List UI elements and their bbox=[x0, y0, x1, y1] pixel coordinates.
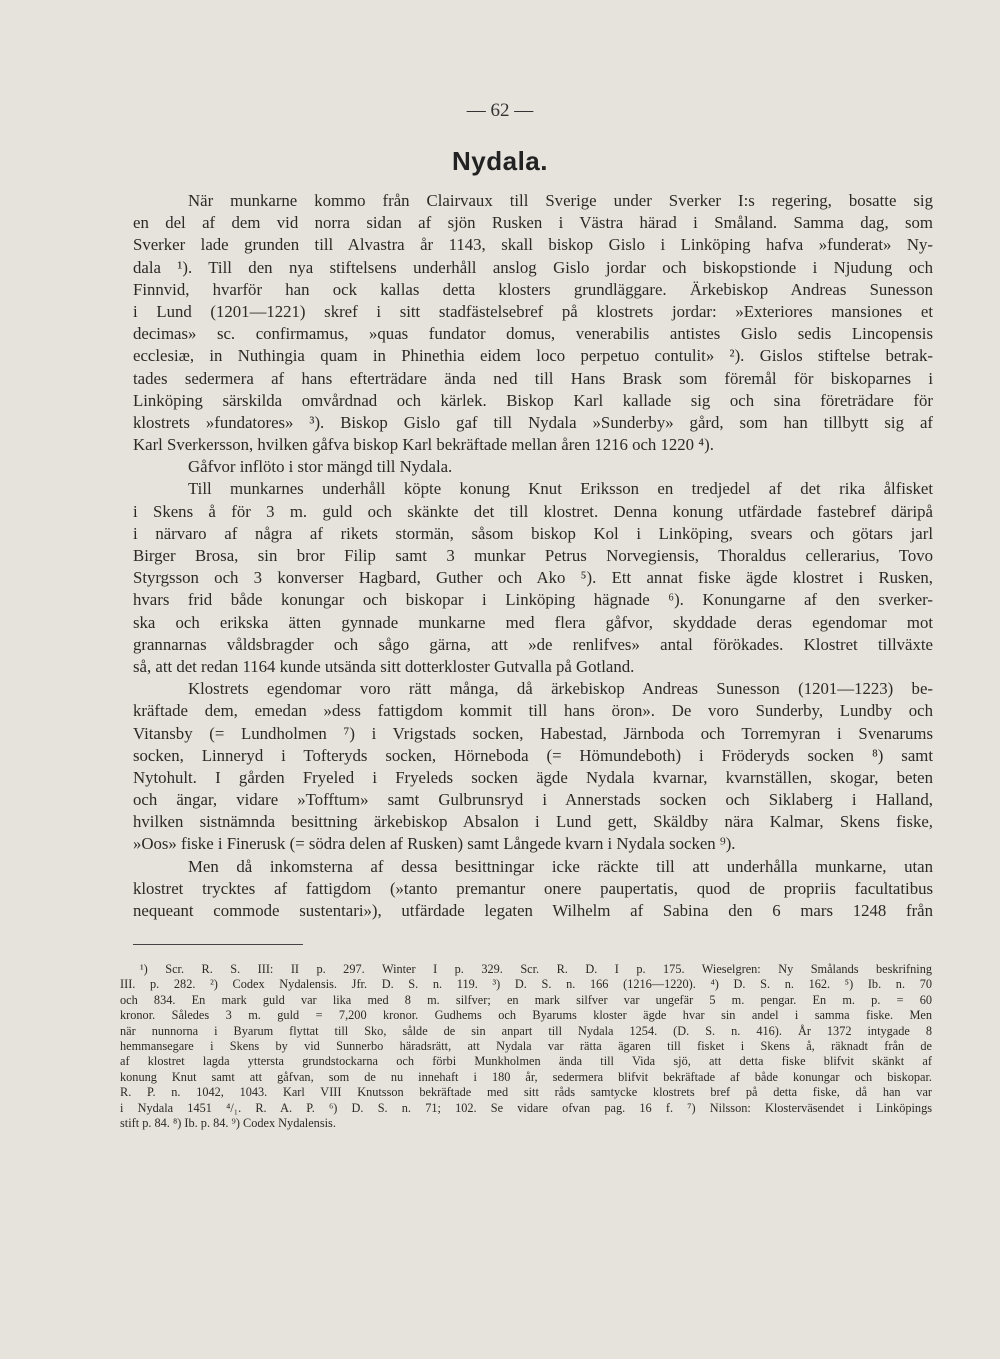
footnote-line: hemmansegare i Skens by vid Sunnerbo häradsrätt, att Nydala var rätta ägaren till fisket i Skens å, räknadt från de bbox=[120, 1038, 932, 1053]
body-line: klostrets »fundatores» ³). Biskop Gislo gaf till Nydala »Sunderby» gård, som han tillbytt sig af bbox=[133, 412, 933, 432]
body-line: decimas» sc. confirmamus, »quas fundator domus, venerabilis antistes Gislo sedis Lincopensis bbox=[133, 324, 933, 344]
body-line: socken, Linneryd i Tofteryds socken, Hörneboda (= Hömundeboth) i Fröderyds socken ⁸) samt bbox=[133, 745, 933, 765]
body-line: hvilken sistnämnda besittning ärkebiskop Absalon i Lund gett, Skäldby nära Kalmar, Skens fiske, bbox=[133, 812, 933, 832]
page-title: Nydala. bbox=[452, 146, 548, 176]
body-line: i Lund (1201—1221) skref i sitt stadfästelsebref på klostrets jordar: »Exteriores mansiones et bbox=[133, 301, 933, 321]
footnote-line: R. P. n. 1042, 1043. Karl VIII Knutsson bekräftade med sitt råds samtycke klostrets bref på detta fiske, då han var bbox=[120, 1085, 932, 1100]
body-line: hvars frid både konungar och biskopar i Linköping hägnade ⁶). Konungarne af den sverker- bbox=[133, 590, 933, 610]
footnotes bbox=[120, 962, 932, 1131]
body-line: så, att det redan 1164 kunde utsända sitt dotterkloster Gutvalla på Gotland. bbox=[133, 656, 635, 676]
body-line: Vitansby (= Lundholmen ⁷) i Vrigstads socken, Habestad, Järnboda och Torremyran i Svenarums bbox=[133, 723, 933, 743]
body-line: Linköping särskilda omvårdnad och kärlek. Biskop Karl kallade sig och sina företrädare för bbox=[133, 390, 933, 410]
footnote-line: af klostret lagda yttersta grundstockarna och förbi Munkholmen ända till Vida sjö, att detta fiske blifvit skänkt af bbox=[120, 1054, 932, 1069]
body-line: Till munkarnes underhåll köpte konung Knut Eriksson en tredjedel af det rika ålfisket bbox=[188, 479, 933, 499]
body-line: dala ¹). Till den nya stiftelsens underhåll anslog Gislo jordar och biskopstionde i Njudung och bbox=[133, 257, 933, 277]
body-line: en del af dem vid norra sidan af sjön Rusken i Västra härad i Småland. Samma dag, som bbox=[133, 213, 933, 233]
body-line: ecclesiæ, in Nuthingia quam in Phinethia eidem loco perpetuo contulit» ²). Gislos stiftelse betrak- bbox=[133, 346, 933, 366]
body-line: Birger Brosa, sin bror Filip samt 3 munkar Petrus Norvegiensis, Thoraldus cellerarius, Tovo bbox=[133, 546, 933, 565]
footnote-line: konung Knut samt att gåfvan, som de nu innehaft i 180 år, sedermera blifvit bekräftade af både konungar och biskopar. bbox=[120, 1069, 932, 1084]
body-line: Karl Sverkersson, hvilken gåfva biskop Karl bekräftade mellan åren 1216 och 1220 ⁴). bbox=[133, 435, 714, 455]
body-line: »Oos» fiske i Finerusk (= södra delen af Rusken) samt Långede kvarn i Nydala socken ⁹). bbox=[133, 834, 736, 854]
body-line: Styrgsson och 3 konverser Hagbard, Guther och Ako ⁵). Ett annat fiske ägde klostret i Rusken, bbox=[133, 568, 933, 588]
body-line: Nytohult. I gården Fryeled i Fryeleds socken ägde Nydala kvarnar, kvarnställen, skogar, beten bbox=[133, 767, 933, 787]
footnote-line: kronor. Således 3 m. guld = 7,200 kronor. Gudhems och Byarums kloster ägde hvar sin andel i samma fiske. Men bbox=[120, 1008, 932, 1023]
body-line: ska och erikska ätten gynnade munkarne med flera gåfvor, skyddade deras egendomar mot bbox=[133, 612, 933, 632]
footnote-line: ¹) Scr. R. S. III: II p. 297. Winter I p. 329. Scr. R. D. I p. 175. Wieselgren: Ny Smålands beskrifning bbox=[140, 962, 932, 976]
footnote-line: i Nydala 1451 ⁴/₁. R. A. P. ⁶) D. S. n. 71; 102. Se vidare ofvan pag. 16 f. ⁷) Nilsson: Klosterväsendet i Linköpings bbox=[120, 1100, 932, 1115]
footnote-divider bbox=[133, 944, 303, 945]
body-line: i Skens å för 3 m. guld och skänkte det till klostret. Denna konung utfärdade fastebref däripå bbox=[133, 501, 933, 521]
body-line: Sverker lade grunden till Alvastra år 1143, skall biskop Gislo i Linköping hafva »funderat» Ny- bbox=[133, 235, 933, 255]
footnote-line: när nunnorna i Byarum flyttat till Sko, sålde de sin anpart till Nydala 1254. (D. S. n. 416). År 1372 intygade 8 bbox=[120, 1023, 932, 1038]
body-line: grannarnas våldsbragder och sågo gärna, att »de renlifves» antal förökades. Klostret tillväxte bbox=[133, 634, 933, 654]
body-line: i närvaro af några af rikets stormän, såsom biskop Kol i Linköping, svears och götars jarl bbox=[133, 523, 933, 543]
footnote-line: III. p. 282. ²) Codex Nydalensis. Jfr. D. S. n. 119. ³) D. S. n. 166 (1216—1220). ⁴) D. S. n. 162. ⁵) Ib. n. 70 bbox=[120, 977, 932, 992]
footnote-line: och 834. En mark guld var lika med 8 m. silfver; en mark silfver var ungefär 5 m. pengar. En m. p. = 60 bbox=[120, 992, 932, 1007]
body-line: nequeant commode sustentari»), utfärdade legaten Wilhelm af Sabina den 6 mars 1248 från bbox=[133, 901, 933, 920]
body-line: tades sedermera af hans efterträdare ända ned till Hans Brask som föremål för biskoparnes i bbox=[133, 368, 933, 388]
page-number: — 62 — bbox=[466, 100, 534, 121]
footnote-line: stift p. 84. ⁸) Ib. p. 84. ⁹) Codex Nydalensis. bbox=[120, 1115, 336, 1130]
body-line: När munkarne kommo från Clairvaux till Sverige under Sverker I:s regering, bosatte sig bbox=[188, 191, 933, 210]
body-line: klostret trycktes af fattigdom (»tanto premantur onere paupertatis, quod de propriis facultatibus bbox=[133, 878, 933, 898]
body-line: Men då inkomsterna af dessa besittningar icke räckte till att underhålla munkarne, utan bbox=[188, 856, 933, 876]
body-line: Gåfvor inflöto i stor mängd till Nydala. bbox=[188, 457, 453, 477]
body-line: Klostrets egendomar voro rätt många, då ärkebiskop Andreas Sunesson (1201—1223) be- bbox=[188, 679, 933, 699]
body-line: kräftade dem, emedan »dess fattigdom kommit till hans öron». De voro Sunderby, Lundby och bbox=[133, 701, 933, 721]
body-line: och ängar, vidare »Tofftum» samt Gulbrunsryd i Annerstads socken och Siklaberg i Halland, bbox=[133, 790, 933, 810]
body-line: Finnvid, hvarför han ock kallas detta klosters grundläggare. Ärkebiskop Andreas Sunesson bbox=[133, 279, 933, 299]
body-text bbox=[133, 190, 933, 922]
